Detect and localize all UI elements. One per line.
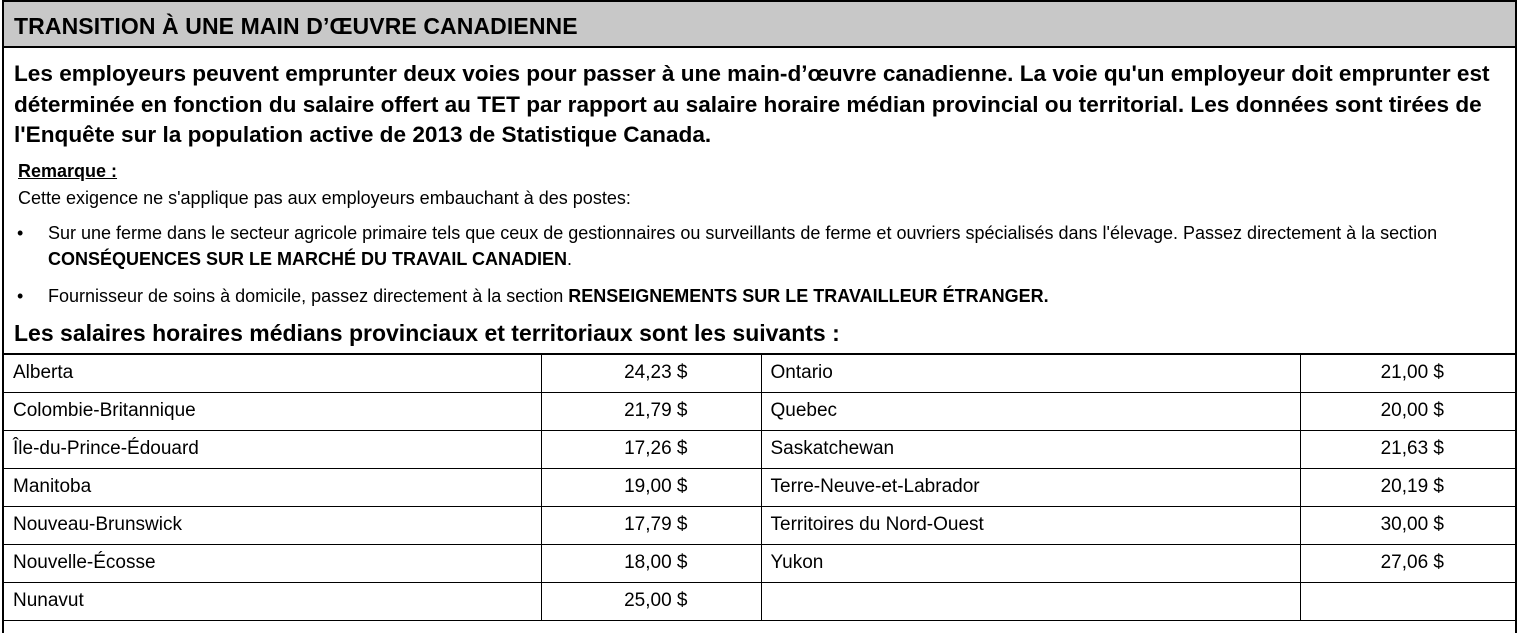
table-row: [4, 430, 1517, 468]
province-name: Île-du-Prince-Édouard: [4, 430, 541, 468]
province-name: Yukon: [761, 544, 1300, 582]
note-heading: Remarque :: [18, 161, 118, 181]
wage-value: 30,00 $: [1300, 506, 1517, 544]
table-row: [4, 582, 1517, 620]
section-reference: CONSÉQUENCES SUR LE MARCHÉ DU TRAVAIL CANADIEN: [48, 249, 568, 269]
bullet-text-end: .: [567, 249, 573, 269]
wage-value: 21,63 $: [1300, 430, 1517, 468]
wage-value: 17,26 $: [541, 430, 761, 468]
section-header: [4, 0, 1515, 48]
province-name: Nouvelle-Écosse: [4, 544, 541, 582]
wages-table-body: [4, 354, 1517, 620]
wage-value: 25,00 $: [541, 582, 761, 620]
province-name: Ontario: [761, 354, 1300, 392]
province-name: [761, 582, 1300, 620]
province-name: Nunavut: [4, 582, 541, 620]
table-row: [4, 354, 1517, 392]
wages-table: [4, 353, 1517, 621]
wage-value: 27,06 $: [1300, 544, 1517, 582]
bullet-text: [48, 283, 1488, 309]
wages-table-title: Les salaires horaires médians provinciaux et territoriaux sont les suivants :: [14, 320, 840, 346]
wage-value: 24,23 $: [541, 354, 761, 392]
intro-paragraph: Les employeurs peuvent emprunter deux voies pour passer à une main-d’œuvre canadienne. La voie qu'un employeur doit emprunter est déterminée en fonction du salaire offert au TET par rapport au salaire horaire médian provincial ou territorial. Les données sont tirées de l'Enquête sur la population active de 2013 de Statistique Canada.: [14, 61, 1490, 147]
wage-value: 19,00 $: [541, 468, 761, 506]
bullet-text-body: Sur une ferme dans le secteur agricole primaire tels que ceux de gestionnaires ou surveillants de ferme et ouvriers spécialisés dans l'élevage. Passez directement à la section: [48, 223, 1438, 243]
form-section: [2, 0, 1517, 633]
note-text: Cette exigence ne s'applique pas aux employeurs embauchant à des postes:: [18, 188, 631, 208]
wage-value: 21,00 $: [1300, 354, 1517, 392]
province-name: Nouveau-Brunswick: [4, 506, 541, 544]
bullet-text-body: Fournisseur de soins à domicile, passez directement à la section: [48, 286, 569, 306]
section-title: TRANSITION À UNE MAIN D’ŒUVRE CANADIENNE: [14, 13, 578, 39]
section-reference: RENSEIGNEMENTS SUR LE TRAVAILLEUR ÉTRANGER.: [568, 286, 1049, 306]
table-row: [4, 506, 1517, 544]
province-name: Alberta: [4, 354, 541, 392]
wage-value: 18,00 $: [541, 544, 761, 582]
wage-value: 17,79 $: [541, 506, 761, 544]
table-row: [4, 468, 1517, 506]
province-name: Territoires du Nord-Ouest: [761, 506, 1300, 544]
province-name: Saskatchewan: [761, 430, 1300, 468]
wage-value: [1300, 582, 1517, 620]
province-name: Colombie-Britannique: [4, 392, 541, 430]
wage-value: 21,79 $: [541, 392, 761, 430]
bullet-icon: •: [17, 286, 24, 306]
table-row: [4, 544, 1517, 582]
bullet-text: [48, 220, 1488, 272]
table-row: [4, 392, 1517, 430]
province-name: Terre-Neuve-et-Labrador: [761, 468, 1300, 506]
bullet-icon: •: [17, 223, 24, 243]
wage-value: 20,00 $: [1300, 392, 1517, 430]
province-name: Manitoba: [4, 468, 541, 506]
province-name: Quebec: [761, 392, 1300, 430]
wage-value: 20,19 $: [1300, 468, 1517, 506]
